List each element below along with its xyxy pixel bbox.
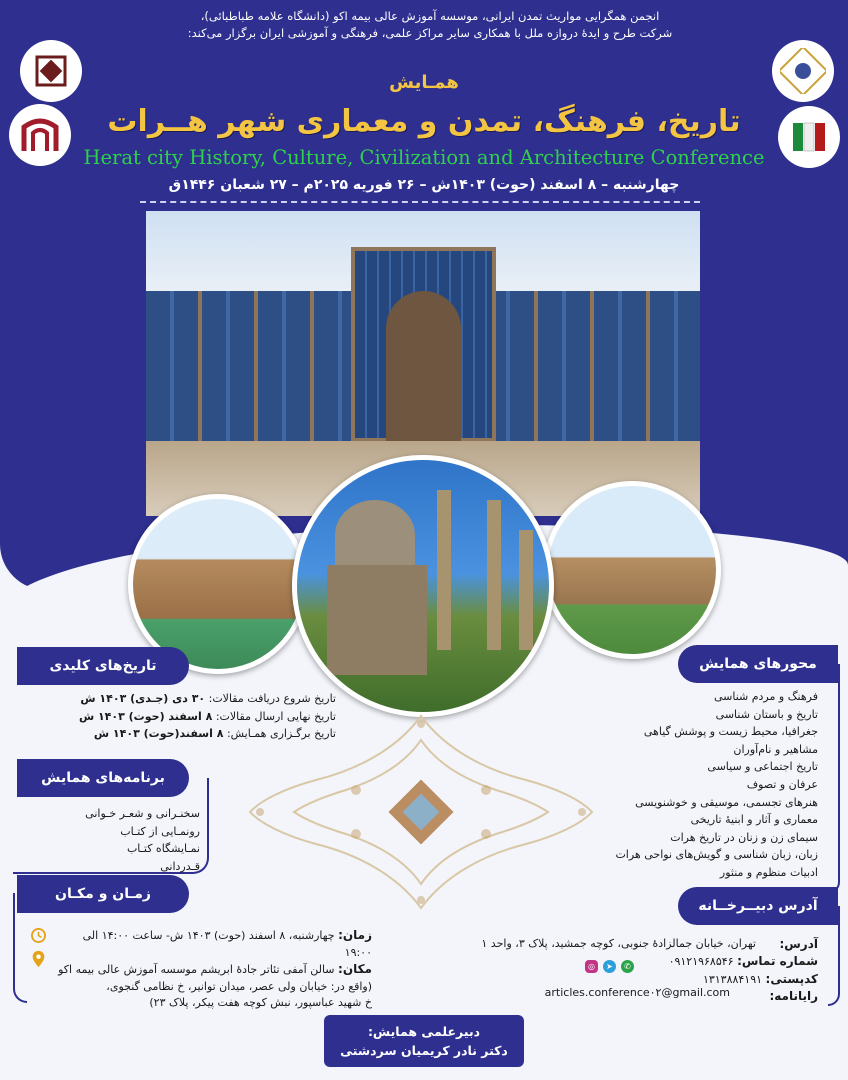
email-label: رایانامه: bbox=[769, 989, 818, 1004]
topics-heading: محورهای همایش bbox=[678, 645, 838, 683]
program-item: نمـایشگاه کتـاب bbox=[126, 842, 200, 856]
sponsor-line-1: انجمن همگرایی مواریث تمدن ایرانی، موسسه آموزش عالی بیمه اکو (دانشگاه علامه طباطبائی)، bbox=[200, 9, 660, 23]
time-place-text bbox=[52, 927, 372, 1012]
sponsor-text bbox=[150, 8, 710, 42]
programs-heading: برنامه‌های همایش bbox=[17, 759, 189, 797]
secretariat-heading: آدرس دبیــرخــانه bbox=[678, 887, 838, 925]
topic-item: زبان، زبان شناسی و گویش‌های نواحی هرات bbox=[615, 848, 818, 862]
key-date-item: تاریخ برگـزاری همـایش: ۸ اسفند(حوت) ۱۴۰۳ ش bbox=[93, 727, 336, 741]
key-date-item: تاریخ شروع دریافت مقالات: ۳۰ دی (جـدی) ۱۴۰۳ ش bbox=[80, 692, 336, 705]
topic-item: مشاهیر و نام‌آوران bbox=[733, 742, 818, 756]
time-label: زمان: bbox=[338, 928, 372, 942]
topic-item: ادبیات منظوم و منثور bbox=[719, 865, 818, 879]
sponsor-line-2: شرکت طرح و ایدهٔ دروازه ملل با همکاری سایر مراکز علمی، فرهنگی و آموزشی ایران برگزار می‌کند: bbox=[187, 26, 673, 40]
conference-word: همـایش bbox=[389, 72, 459, 93]
topic-item: معماری و آثار و ابنیهٔ تاریخی bbox=[690, 813, 818, 827]
time-line bbox=[52, 927, 372, 961]
key-date-item: تاریخ نهایی ارسال مقالات: ۸ اسفند (حوت) ۱۴۰۳ ش bbox=[78, 709, 336, 723]
phone-value[interactable]: ۰۹۱۲۱۹۶۸۵۴۶ bbox=[668, 955, 734, 969]
topic-item: فرهنگ و مردم شناسی bbox=[713, 690, 818, 703]
topic-item: تاریخ و باستان شناسی bbox=[715, 707, 818, 721]
whatsapp-icon[interactable]: ✆ bbox=[621, 960, 634, 973]
time-value: چهارشنبه، ۸ اسفند (حوت) ۱۴۰۳ ش- ساعت ۱۴:۰۰ الی ۱۹:۰۰ bbox=[82, 929, 372, 959]
postal-value: ۱۳۱۳۸۸۴۱۹۱ bbox=[702, 972, 763, 986]
location-pin-icon bbox=[31, 950, 46, 972]
instagram-icon[interactable]: ◎ bbox=[585, 960, 598, 973]
place-label: مکان: bbox=[338, 962, 372, 977]
place-detail-2: خ شهید عباسپور، نبش کوچه هفت پیکر، پلاک ۲۳) bbox=[149, 996, 372, 1010]
place-value: سالن آمفی تئاتر جادهٔ ابریشم موسسه آموزش عالی بیمه اکو bbox=[58, 963, 335, 977]
telegram-icon[interactable]: ➤ bbox=[603, 960, 616, 973]
phone-line bbox=[418, 953, 818, 970]
scientific-secretary-box bbox=[324, 1015, 524, 1067]
citadel-photo bbox=[543, 481, 721, 659]
program-item: رونمـایی از کتـاب bbox=[120, 824, 200, 838]
secretary-name: دکتر نادر کریمیان سردشتی bbox=[340, 1043, 508, 1058]
dashed-divider bbox=[140, 201, 700, 203]
clock-icon bbox=[31, 928, 46, 947]
topic-item: هنرهای تجسمی، موسیقی و خوشنویسی bbox=[635, 795, 818, 809]
postal-label: کدپستی: bbox=[765, 971, 818, 986]
secretariat-box bbox=[828, 906, 840, 1006]
key-dates-heading: تاریخ‌های کلیدی bbox=[17, 647, 189, 685]
secretariat-text bbox=[418, 936, 818, 1006]
address-label: آدرس: bbox=[779, 937, 818, 951]
topic-item: تاریخ اجتماعی و سیاسی bbox=[707, 760, 818, 774]
topic-item: عرفان و تصوف bbox=[746, 777, 818, 791]
conference-date: چهارشنبه – ۸ اسفند (حوت) ۱۴۰۳ش – ۲۶ فوریه ۲۰۲۵م – ۲۷ شعبان ۱۴۴۶ق bbox=[168, 177, 680, 193]
conference-title-en: Herat city History, Culture, Civilization and Architecture Conference bbox=[83, 146, 765, 169]
program-item: سخنـرانی و شعـر خـوانی bbox=[85, 807, 200, 820]
address-value: تهران، خیابان جمالزادهٔ جنوبی، کوچه جمشید، پلاک ۳، واحد ۱ bbox=[481, 937, 756, 950]
place-line bbox=[52, 961, 372, 979]
email-value[interactable]: articles.conference۰۲@gmail.com bbox=[544, 986, 730, 999]
minarets-photo bbox=[292, 455, 554, 717]
secretary-label: دبیرعلمی همایش: bbox=[367, 1024, 481, 1039]
place-detail-1: (واقع در: خیابان ولی عصر، میدان توانیر، خ نظامی گنجوی، bbox=[106, 979, 372, 993]
topic-item: جغرافیا، محیط زیست و پوشش گیاهی bbox=[643, 725, 818, 739]
ornament-icon bbox=[246, 710, 596, 915]
time-place-heading: زمـان و مکـان bbox=[17, 875, 189, 913]
conference-title-fa: تاریخ، فرهنگ، تمدن و معماری شهر هــرات bbox=[107, 104, 741, 139]
time-place-box bbox=[13, 893, 27, 1003]
topics-list bbox=[578, 688, 818, 882]
phone-label: شماره تماس: bbox=[737, 954, 818, 969]
programs-list bbox=[30, 805, 200, 875]
program-item: قـدردانی bbox=[160, 859, 200, 873]
topic-item: سیمای زن و زنان در تاریخ هرات bbox=[670, 830, 818, 844]
topics-box bbox=[828, 664, 840, 894]
